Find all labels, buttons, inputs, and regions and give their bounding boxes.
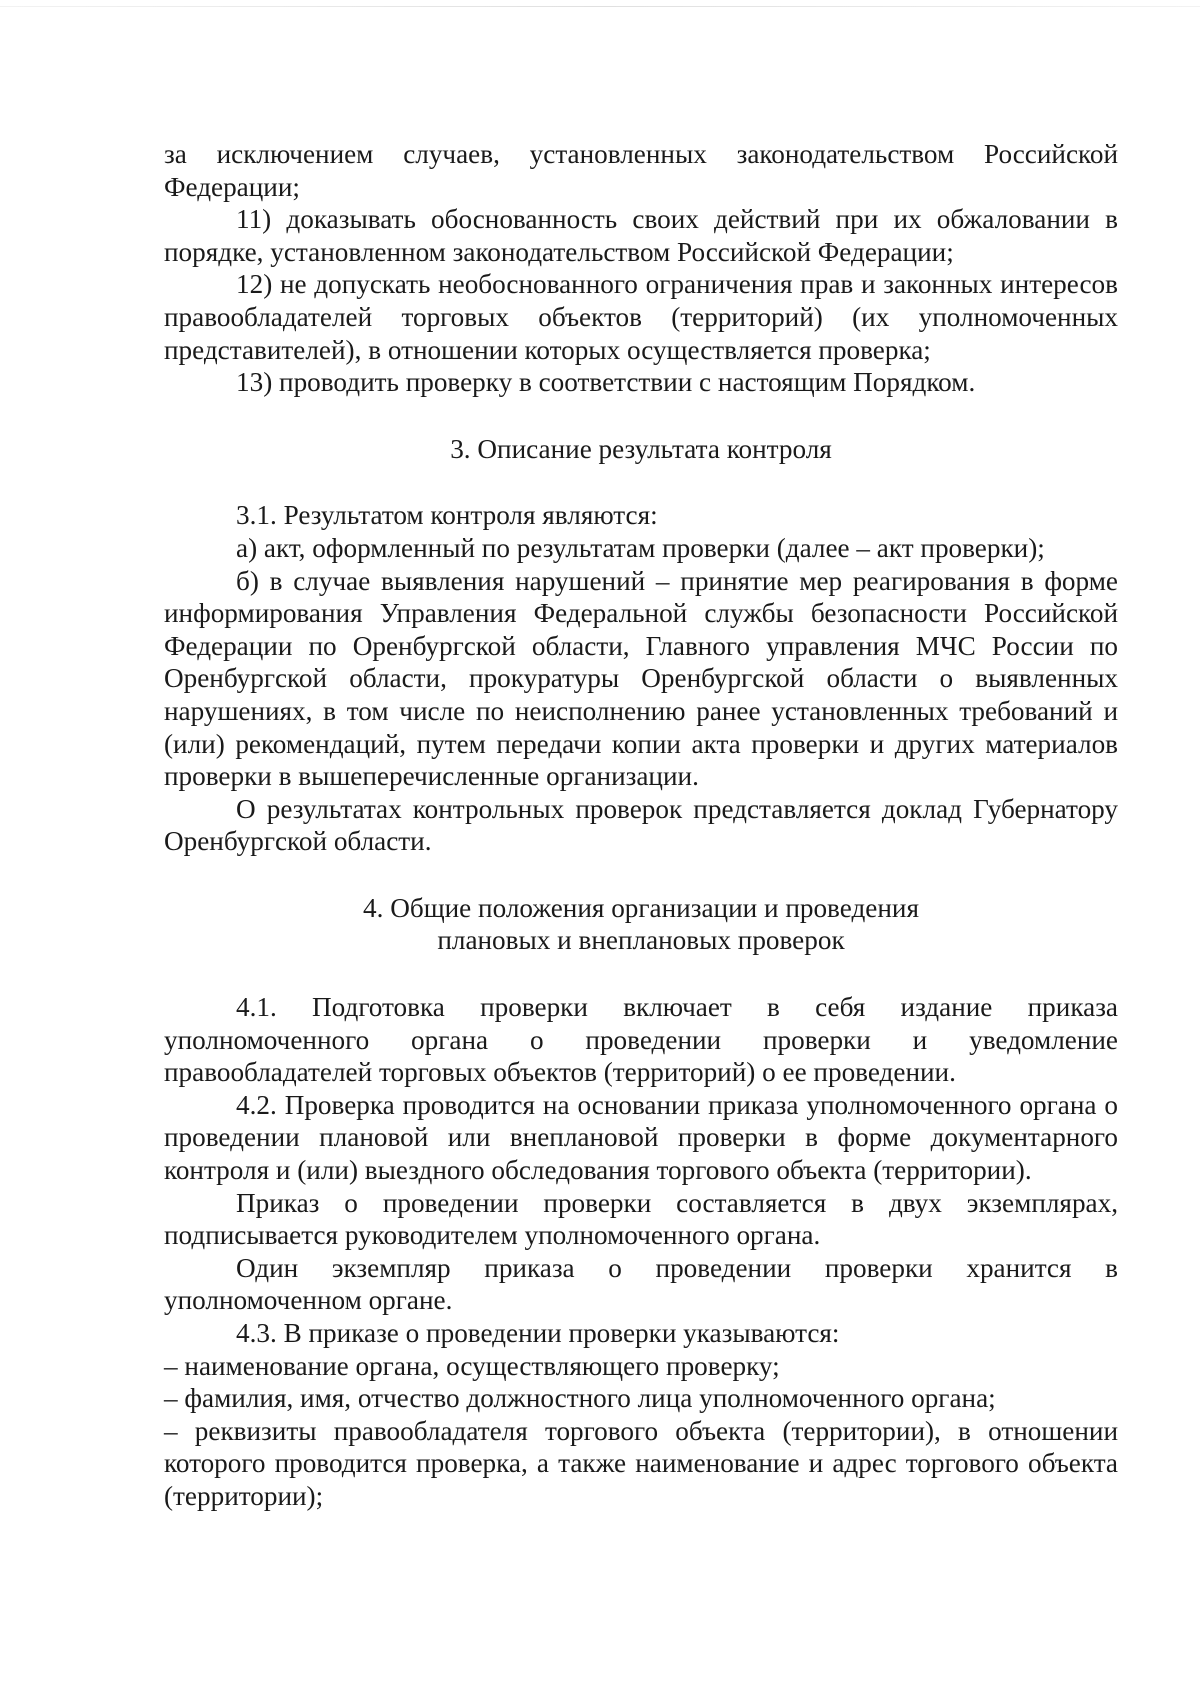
- spacer: [164, 399, 1118, 433]
- paragraph-order-storage: Один экземпляр приказа о проведении проверки хранится в уполномоченном органе.: [164, 1252, 1118, 1316]
- dash-list-item: – наименование органа, осуществляющего проверку;: [164, 1350, 780, 1381]
- dash-list-item: – реквизиты правообладателя торгового объекта (территории), в отношении которого проводится проверка, а также наименование и адрес торгового объекта (территории);: [164, 1415, 1118, 1511]
- section-4-heading-line1: 4. Общие положения организации и проведения: [363, 892, 919, 923]
- list-item-11: 11) доказывать обоснованность своих действий при их обжаловании в порядке, установленном законодательством Российской Федерации;: [164, 204, 1118, 267]
- list-item-12: 12) не допускать необоснованного ограничения прав и законных интересов правообладателей торговых объектов (территорий) (их уполномоченных представителей), в отношении которых осуществляется проверка;: [164, 269, 1118, 365]
- spacer: [164, 957, 1118, 991]
- paragraph-4-3: 4.3. В приказе о проведении проверки указываются:: [236, 1318, 840, 1348]
- list-item-13: 13) проводить проверку в соответствии с настоящим Порядком.: [236, 367, 976, 398]
- paragraph-3-1: 3.1. Результатом контроля являются:: [236, 500, 658, 531]
- paragraph-continuation: за исключением случаев, установленных законодательством Российской Федерации;: [164, 139, 1118, 202]
- paragraph-4-1: 4.1. Подготовка проверки включает в себя издание приказа уполномоченного органа о проведении проверки и уведомление правообладателей торговых объектов (территорий) о ее проведении.: [164, 992, 1118, 1088]
- spacer: [164, 858, 1118, 892]
- paragraph-3-1-a: а) акт, оформленный по результатам проверки (далее – акт проверки);: [236, 532, 1045, 563]
- dash-list-item: – фамилия, имя, отчество должностного лица уполномоченного органа;: [164, 1383, 996, 1414]
- paragraph-3-1-b: б) в случае выявления нарушений – принятие мер реагирования в форме информирования Управления Федеральной службы безопасности Российской Федерации по Оренбургской области, Главного управления МЧС России по Оренбургской области, прокуратуры Оренбургской области о выявленных нарушениях, в том числе по неисполнению ранее установленных требований и (или) рекомендаций, путем передачи копии акта проверки и других материалов проверки в вышеперечисленные организации.: [164, 565, 1118, 792]
- paragraph-order-copies: Приказ о проведении проверки составляется в двух экземплярах, подписывается руководителем уполномоченного органа.: [164, 1187, 1118, 1251]
- scan-edge-line: [0, 6, 1200, 7]
- document-page: [164, 138, 1118, 1513]
- paragraph-4-2: 4.2. Проверка проводится на основании приказа уполномоченного органа о проведении плановой или внеплановой проверки в форме документарного контроля и (или) выездного обследования торгового объекта (территории).: [164, 1089, 1118, 1186]
- paragraph-3-report: О результатах контрольных проверок представляется доклад Губернатору Оренбургской области.: [164, 793, 1118, 857]
- section-3-heading: 3. Описание результата контроля: [450, 433, 832, 464]
- section-4-heading-line2: плановых и внеплановых проверок: [437, 925, 845, 956]
- spacer: [164, 465, 1118, 499]
